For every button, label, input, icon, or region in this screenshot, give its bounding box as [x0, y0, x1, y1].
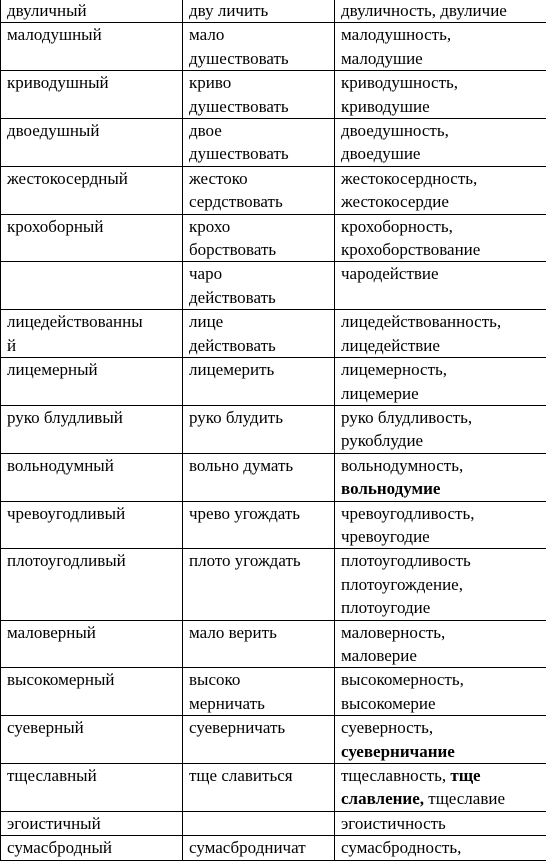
- noun-cell: лицедействованность, лицедействие: [335, 310, 546, 358]
- table-row: [1, 501, 546, 549]
- verb-cell: высоко мерничать: [183, 668, 335, 716]
- table-row: [1, 668, 546, 716]
- verb-cell: двое душествовать: [183, 119, 335, 167]
- adjective-cell: лицедействованны й: [1, 310, 183, 358]
- table-row: [1, 23, 546, 71]
- adjective-cell: жестокосердный: [1, 166, 183, 214]
- adjective-cell: маловерный: [1, 620, 183, 668]
- table-row: [1, 358, 546, 406]
- bold-term: вольнодумие: [341, 479, 440, 498]
- table-row: [1, 405, 546, 453]
- noun-cell: двоедушность, двоедушие: [335, 119, 546, 167]
- adjective-cell: высокомерный: [1, 668, 183, 716]
- verb-cell: дву личить: [183, 0, 335, 23]
- verb-cell: тще славиться: [183, 764, 335, 812]
- adjective-cell: плотоугодливый: [1, 549, 183, 620]
- adjective-cell: лицемерный: [1, 358, 183, 406]
- table-row: [1, 119, 546, 167]
- noun-cell: лицемерность, лицемерие: [335, 358, 546, 406]
- noun-cell: крохоборность, крохоборствование: [335, 214, 546, 262]
- noun-cell: чревоугодливость, чревоугодие: [335, 501, 546, 549]
- table-row: [1, 764, 546, 812]
- verb-cell: жестоко сердствовать: [183, 166, 335, 214]
- adjective-cell: эгоистичный: [1, 811, 183, 835]
- noun-cell: руко блудливость, рукоблудие: [335, 405, 546, 453]
- verb-cell: чрево угождать: [183, 501, 335, 549]
- adjective-cell: суеверный: [1, 716, 183, 764]
- verb-cell: [183, 811, 335, 835]
- table-row: [1, 716, 546, 764]
- noun-cell: жестокосердность, жестокосердие: [335, 166, 546, 214]
- table-row: [1, 71, 546, 119]
- verb-cell: вольно думать: [183, 453, 335, 501]
- table-row: [1, 214, 546, 262]
- table-row: [1, 549, 546, 620]
- verb-cell: лице действовать: [183, 310, 335, 358]
- adjective-cell: вольнодумный: [1, 453, 183, 501]
- verb-cell: плото угождать: [183, 549, 335, 620]
- adjective-cell: малодушный: [1, 23, 183, 71]
- verb-cell: лицемерить: [183, 358, 335, 406]
- table-row: [1, 453, 546, 501]
- adjective-cell: двоедушный: [1, 119, 183, 167]
- bold-term: суеверничание: [341, 742, 455, 761]
- noun-cell: чародействие: [335, 262, 546, 310]
- verb-cell: чаро действовать: [183, 262, 335, 310]
- adjective-cell: чревоугодливый: [1, 501, 183, 549]
- noun-cell: плотоугодливость плотоугождение, плотоугодие: [335, 549, 546, 620]
- table-row: [1, 166, 546, 214]
- noun-cell: малодушность, малодушие: [335, 23, 546, 71]
- adjective-cell: руко блудливый: [1, 405, 183, 453]
- noun-cell: криводушность, криводушие: [335, 71, 546, 119]
- verb-cell: руко блудить: [183, 405, 335, 453]
- verb-cell: крохо борствовать: [183, 214, 335, 262]
- verb-cell: суеверничать: [183, 716, 335, 764]
- table-row: [1, 0, 546, 23]
- adjective-cell: тщеславный: [1, 764, 183, 812]
- adjective-cell: крохоборный: [1, 214, 183, 262]
- noun-cell: маловерность, маловерие: [335, 620, 546, 668]
- table-row: [1, 262, 546, 310]
- verb-cell: мало верить: [183, 620, 335, 668]
- noun-cell: высокомерность, высокомерие: [335, 668, 546, 716]
- noun-cell: сумасбродность,: [335, 836, 546, 860]
- adjective-cell: двуличный: [1, 0, 183, 23]
- noun-cell: суеверность, суеверничание: [335, 716, 546, 764]
- verb-cell: мало душествовать: [183, 23, 335, 71]
- table-row: [1, 836, 546, 860]
- table-row: [1, 310, 546, 358]
- verb-cell: сумасбродничат: [183, 836, 335, 860]
- word-table-body: [1, 0, 546, 860]
- noun-cell: эгоистичность: [335, 811, 546, 835]
- adjective-cell: криводушный: [1, 71, 183, 119]
- noun-cell: двуличность, двуличие: [335, 0, 546, 23]
- adjective-cell: сумасбродный: [1, 836, 183, 860]
- verb-cell: криво душествовать: [183, 71, 335, 119]
- noun-cell: вольнодумность, вольнодумие: [335, 453, 546, 501]
- noun-cell: тщеславность, тще славление, тщеславие: [335, 764, 546, 812]
- table-row: [1, 620, 546, 668]
- adjective-cell: [1, 262, 183, 310]
- bold-term: тще славление,: [341, 766, 481, 808]
- table-row: [1, 811, 546, 835]
